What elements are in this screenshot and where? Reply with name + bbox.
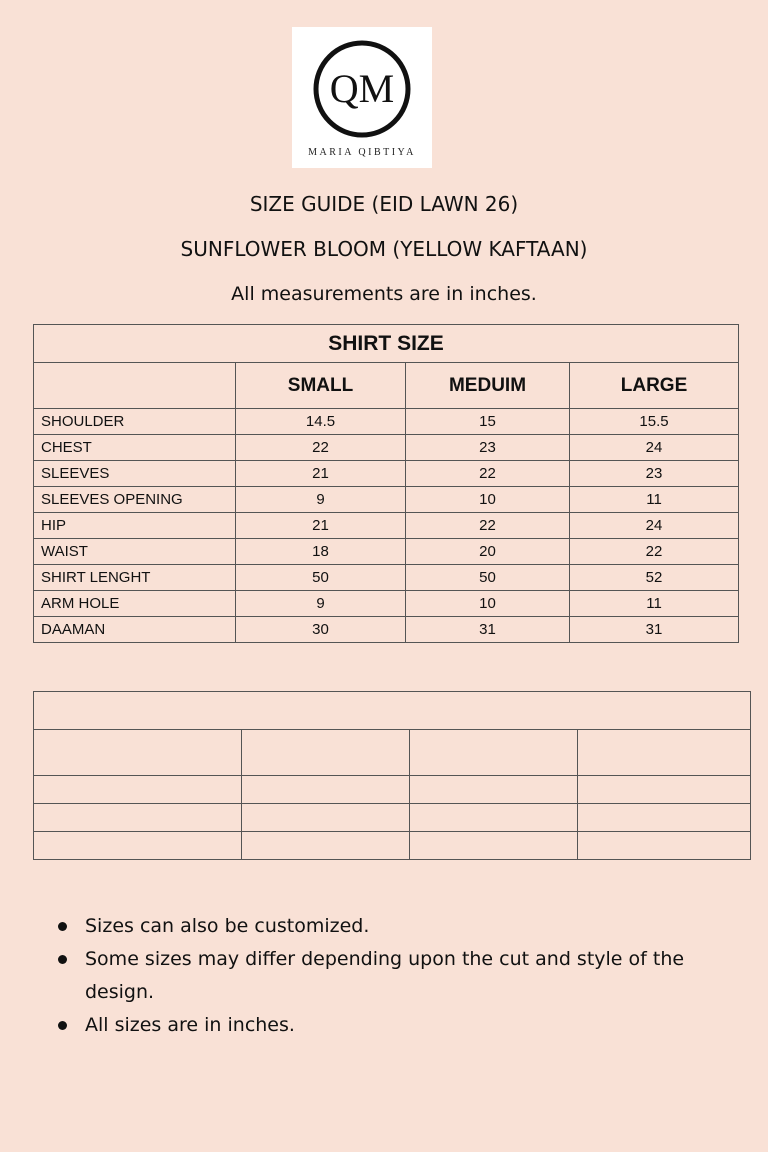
size-value-cell: 30 [236, 617, 406, 643]
size-value-cell: 50 [236, 565, 406, 591]
row-label: SHOULDER [34, 409, 236, 435]
empty-cell [34, 730, 242, 776]
row-label: CHEST [34, 435, 236, 461]
bullet-icon [58, 1021, 67, 1030]
table-row [34, 591, 739, 617]
size-value-cell: 24 [570, 513, 739, 539]
note-text: Sizes can also be customized. [85, 915, 370, 937]
empty-cell [242, 730, 410, 776]
empty-cell [242, 776, 410, 804]
size-value-cell: 31 [570, 617, 739, 643]
empty-cell [34, 776, 242, 804]
size-value-cell: 22 [570, 539, 739, 565]
empty-size-table [33, 691, 751, 860]
monogram-emblem [312, 39, 412, 139]
row-label: ARM HOLE [34, 591, 236, 617]
empty-cell [410, 832, 578, 860]
note-text: Some sizes may differ depending upon the cut and style of the design. [85, 948, 685, 1003]
brand-logo [292, 27, 432, 168]
empty-cell [34, 832, 242, 860]
row-label: SLEEVES [34, 461, 236, 487]
measurement-note: All measurements are in inches. [231, 283, 537, 305]
size-value-cell: 22 [236, 435, 406, 461]
size-value-cell: 9 [236, 487, 406, 513]
empty-title-cell [34, 692, 751, 730]
row-label: SHIRT LENGHT [34, 565, 236, 591]
size-value-cell: 22 [406, 513, 570, 539]
size-value-cell: 15.5 [570, 409, 739, 435]
empty-cell [242, 832, 410, 860]
empty-cell [578, 832, 751, 860]
column-header [34, 363, 236, 409]
empty-cell [410, 776, 578, 804]
table-row [34, 617, 739, 643]
table-row [34, 435, 739, 461]
size-value-cell: 52 [570, 565, 739, 591]
bullet-icon [58, 922, 67, 931]
empty-cell [410, 804, 578, 832]
size-value-cell: 15 [406, 409, 570, 435]
table-row [34, 487, 739, 513]
table-title: SHIRT SIZE [34, 325, 739, 363]
table-row [34, 409, 739, 435]
size-value-cell: 18 [236, 539, 406, 565]
empty-cell [578, 730, 751, 776]
size-value-cell: 23 [570, 461, 739, 487]
table-header-row [34, 363, 739, 409]
size-guide-title: SIZE GUIDE (EID LAWN 26) [249, 192, 519, 216]
empty-cell [578, 804, 751, 832]
row-label: WAIST [34, 539, 236, 565]
brand-name: MARIA QIBTIYA [308, 147, 416, 158]
bullet-icon [58, 955, 67, 964]
empty-cell [410, 730, 578, 776]
size-value-cell: 11 [570, 487, 739, 513]
size-value-cell: 21 [236, 461, 406, 487]
row-label: DAAMAN [34, 617, 236, 643]
empty-cell [578, 776, 751, 804]
row-label: HIP [34, 513, 236, 539]
row-label: SLEEVES OPENING [34, 487, 236, 513]
size-value-cell: 9 [236, 591, 406, 617]
shirt-size-table [33, 324, 739, 643]
notes-list [52, 910, 712, 1042]
empty-cell [34, 804, 242, 832]
size-value-cell: 14.5 [236, 409, 406, 435]
column-header-small: SMALL [236, 363, 406, 409]
size-value-cell: 24 [570, 435, 739, 461]
column-header-medium: MEDUIM [406, 363, 570, 409]
table-row [34, 461, 739, 487]
note-text: All sizes are in inches. [85, 1014, 295, 1036]
size-value-cell: 50 [406, 565, 570, 591]
size-value-cell: 23 [406, 435, 570, 461]
table-row [34, 565, 739, 591]
list-item [52, 910, 712, 943]
size-value-cell: 21 [236, 513, 406, 539]
size-value-cell: 11 [570, 591, 739, 617]
size-value-cell: 10 [406, 487, 570, 513]
product-name: SUNFLOWER BLOOM (YELLOW KAFTAAN) [180, 237, 588, 261]
table-row [34, 513, 739, 539]
empty-cell [242, 804, 410, 832]
size-value-cell: 31 [406, 617, 570, 643]
svg-text:QM: QM [329, 66, 395, 111]
size-value-cell: 20 [406, 539, 570, 565]
list-item [52, 1009, 712, 1042]
list-item [52, 943, 712, 1009]
table-row [34, 539, 739, 565]
column-header-large: LARGE [570, 363, 739, 409]
size-value-cell: 22 [406, 461, 570, 487]
size-value-cell: 10 [406, 591, 570, 617]
